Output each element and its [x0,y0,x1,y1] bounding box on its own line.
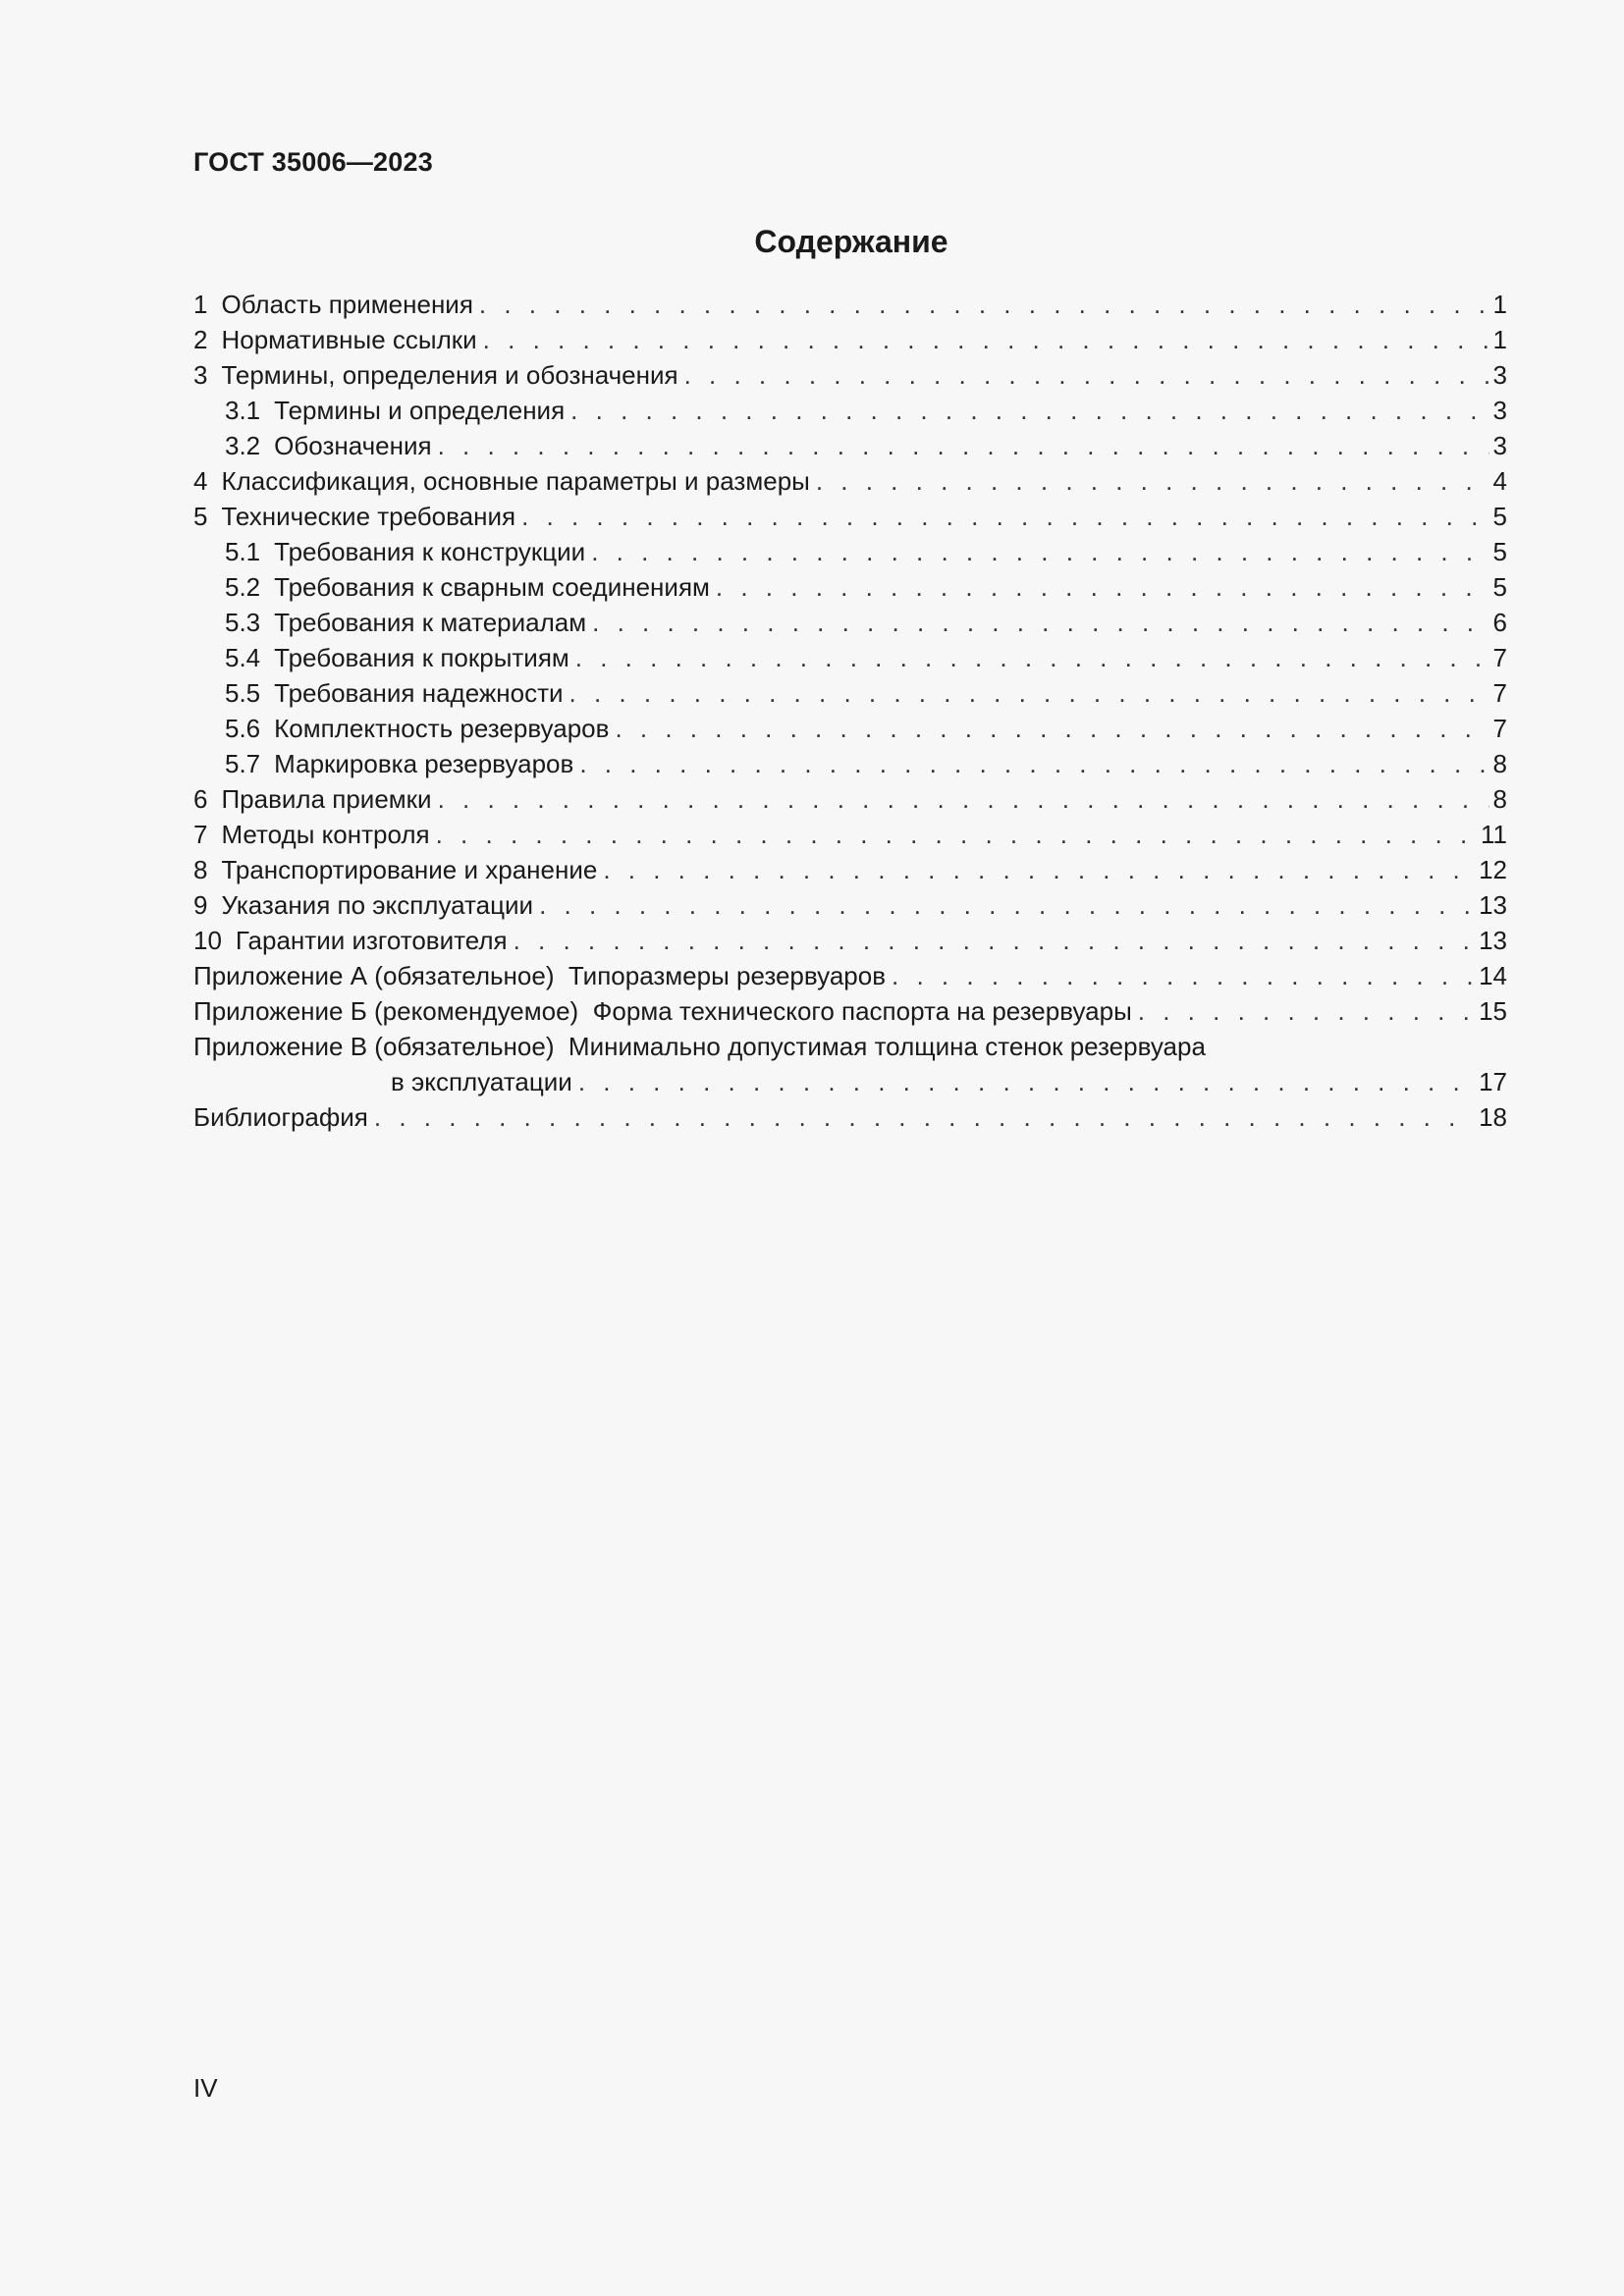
toc-page: 7 [1492,714,1507,743]
toc-leader [579,746,1489,781]
toc-text: Методы контроля [221,820,430,849]
toc-page: 5 [1492,502,1507,531]
toc-text: Нормативные ссылки [221,325,477,354]
toc-subentry[interactable] [193,711,1507,746]
toc-page: 5 [1492,537,1507,566]
toc-entry[interactable] [193,817,1507,852]
toc-number: 3.1 [225,396,261,425]
toc-number: 3.2 [225,431,261,460]
toc-page: 11 [1481,820,1507,849]
toc-entry[interactable] [193,287,1507,322]
toc-leader [816,463,1489,499]
toc-appendix-a[interactable] [193,958,1507,993]
toc-number: 5.5 [225,678,261,708]
toc-entry[interactable] [193,852,1507,887]
toc-text: Комплектность резервуаров [274,714,610,743]
toc-number: 4 [193,466,208,496]
toc-page: 12 [1479,855,1507,884]
toc-number: 5.7 [225,749,261,778]
toc-subentry[interactable] [193,569,1507,605]
toc-leader [479,287,1489,322]
toc-number: 5.1 [225,537,261,566]
toc-number: 10 [193,926,222,955]
toc-text: Маркировка резервуаров [274,749,574,778]
toc-subentry[interactable] [193,675,1507,711]
toc-subentry[interactable] [193,393,1507,428]
toc-appendix-b[interactable] [193,993,1507,1029]
toc-text: Классификация, основные параметры и размеры [221,466,810,496]
toc-number: 2 [193,325,208,354]
toc-leader [436,817,1477,852]
toc-leader [603,852,1475,887]
toc-text: Приложение В (обязательное) Минимально допустимая толщина стенок резервуара [193,1032,1206,1061]
toc-leader [521,499,1489,534]
toc-number: 9 [193,890,208,920]
toc-number: 6 [193,784,208,814]
toc-text: Требования к материалам [274,608,587,637]
toc-text: Требования надежности [274,678,564,708]
toc-page: 15 [1479,996,1507,1026]
toc-entry[interactable] [193,887,1507,923]
toc-leader [592,605,1489,640]
document-header: ГОСТ 35006—2023 [193,147,433,177]
toc-leader [374,1099,1475,1135]
toc-entry[interactable] [193,781,1507,817]
page-number: IV [193,2073,218,2103]
toc-page: 4 [1492,466,1507,496]
table-of-contents [193,287,1507,1135]
toc-number: 8 [193,855,208,884]
toc-number: 5.4 [225,643,261,672]
toc-text: Транспортирование и хранение [221,855,598,884]
toc-entry[interactable] [193,923,1507,958]
toc-leader [591,534,1489,569]
toc-page: 3 [1492,360,1507,390]
toc-text: Приложение А (обязательное) Типоразмеры резервуаров [193,961,887,990]
toc-entry[interactable] [193,463,1507,499]
toc-number: 5 [193,502,208,531]
toc-number: 1 [193,290,208,319]
toc-text: Термины, определения и обозначения [221,360,678,390]
toc-subentry[interactable] [193,746,1507,781]
toc-leader [684,357,1489,393]
toc-text: Приложение Б (рекомендуемое) Форма технического паспорта на резервуары [193,996,1132,1026]
toc-text: Указания по эксплуатации [221,890,534,920]
toc-number: 5.2 [225,572,261,602]
toc-page: 3 [1492,431,1507,460]
toc-page: 1 [1492,325,1507,354]
toc-page: 7 [1492,678,1507,708]
toc-bibliography[interactable] [193,1099,1507,1135]
toc-text: в эксплуатации [391,1067,572,1096]
toc-subentry[interactable] [193,534,1507,569]
toc-leader [1138,993,1475,1029]
toc-text: Технические требования [221,502,516,531]
toc-text: Библиография [193,1102,368,1132]
toc-entry[interactable] [193,499,1507,534]
toc-text: Требования к сварным соединениям [274,572,710,602]
toc-number: 5.3 [225,608,261,637]
toc-appendix-v-continuation[interactable] [193,1064,1507,1099]
toc-leader [578,1064,1475,1099]
toc-text: Обозначения [274,431,432,460]
toc-text: Термины и определения [274,396,566,425]
toc-leader [892,958,1475,993]
toc-leader [438,428,1489,463]
toc-number: 3 [193,360,208,390]
toc-page: 8 [1492,749,1507,778]
toc-leader [483,322,1489,357]
toc-page: 5 [1492,572,1507,602]
toc-text: Гарантии изготовителя [235,926,508,955]
toc-page: 13 [1479,926,1507,955]
toc-text: Требования к покрытиям [274,643,569,672]
toc-page: 18 [1479,1102,1507,1132]
toc-text: Правила приемки [221,784,432,814]
toc-number: 5.6 [225,714,261,743]
toc-page: 13 [1479,890,1507,920]
toc-page: 17 [1479,1067,1507,1096]
toc-leader [514,923,1476,958]
toc-text: Требования к конструкции [274,537,586,566]
toc-page: 1 [1492,290,1507,319]
toc-leader [539,887,1475,923]
toc-page: 3 [1492,396,1507,425]
toc-page: 7 [1492,643,1507,672]
toc-subentry[interactable] [193,605,1507,640]
toc-page: 6 [1492,608,1507,637]
toc-page: 14 [1479,961,1507,990]
toc-appendix-v[interactable] [193,1029,1507,1064]
toc-text: Область применения [221,290,473,319]
toc-entry[interactable] [193,357,1507,393]
toc-leader [438,781,1489,817]
toc-leader [569,675,1489,711]
toc-leader [716,569,1489,605]
toc-leader [570,393,1489,428]
toc-title: Содержание [754,224,948,259]
toc-subentry[interactable] [193,428,1507,463]
toc-page: 8 [1492,784,1507,814]
toc-entry[interactable] [193,322,1507,357]
toc-subentry[interactable] [193,640,1507,675]
toc-leader [575,640,1489,675]
toc-leader [615,711,1489,746]
toc-number: 7 [193,820,208,849]
